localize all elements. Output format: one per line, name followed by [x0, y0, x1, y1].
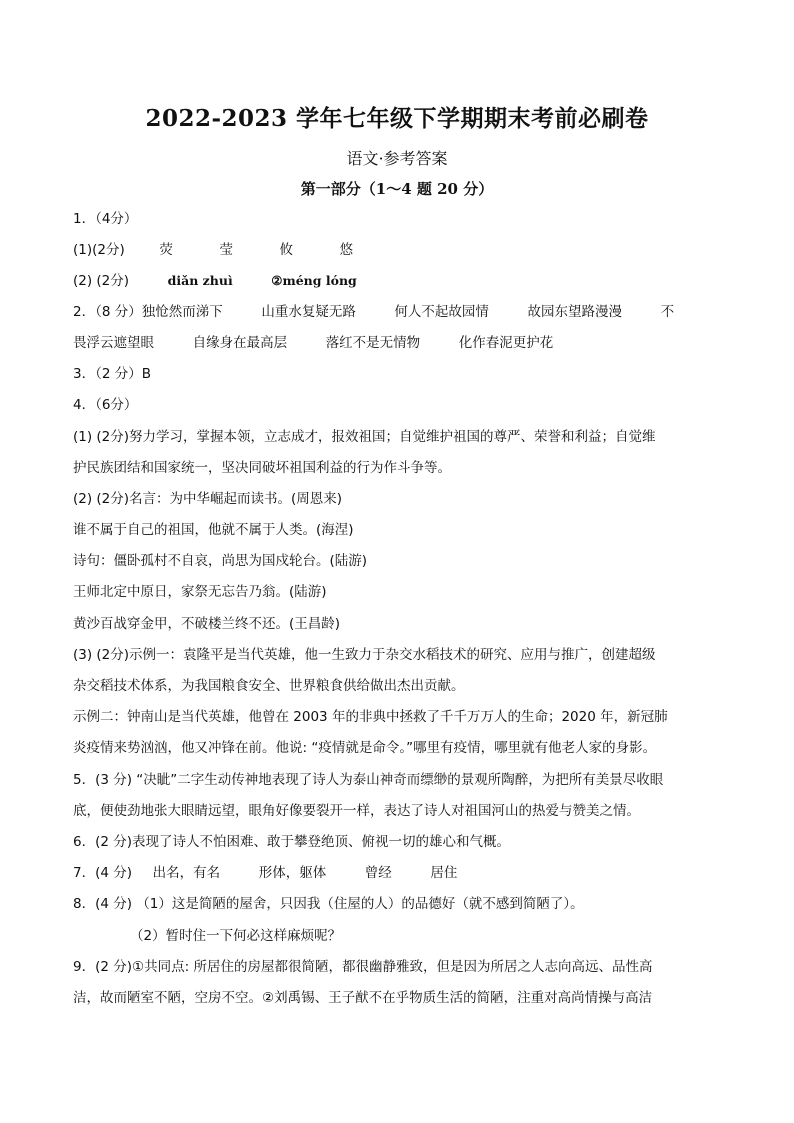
q8-line1: 8．(4 分) （1）这是简陋的屋舍，只因我（住屋的人）的品德好（就不感到简陋了）。	[73, 896, 584, 912]
q2-answer-5: 不	[660, 304, 675, 320]
q1-part2-label: (2) (2分)	[73, 273, 130, 289]
q1-part2	[73, 271, 733, 291]
q2-answer-9: 化作春泥更护花	[458, 335, 554, 351]
q1-answer-3: 攸	[279, 242, 294, 258]
q1-answer-2: 莹	[219, 242, 233, 258]
q2-line1	[73, 302, 733, 322]
q4-part3-line2: 杂交稻技术体系，为我国粮食安全、世界粮食供给做出杰出贡献。	[73, 678, 465, 694]
q3-head: 3．（2 分）	[73, 366, 142, 382]
q7-answer-3: 曾经	[364, 865, 392, 881]
q1-answer-4: 悠	[339, 242, 354, 258]
q5-line1: 5．(3 分) “决眦”二字生动传神地表现了诗人为泰山神奇而缥缈的景观所陶醉，为把所有美景尽收眼	[73, 772, 664, 788]
q4-part2-line4: 王师北定中原日，家祭无忘告乃翁。(陆游)	[73, 584, 327, 600]
q4-part2-line5: 黄沙百战穿金甲，不破楼兰终不还。(王昌龄)	[73, 616, 341, 632]
q2-answer-1: 独怆然而涕下	[141, 304, 223, 320]
document-title: 2022-2023 学年七年级下学期期末考前必刷卷	[145, 105, 649, 132]
section-heading: 第一部分（1～4 题 20 分）	[300, 180, 494, 198]
q4-part2-line3: 诗句：僵卧孤村不自哀，尚思为国戍轮台。(陆游)	[73, 553, 368, 569]
q1-heading	[73, 209, 733, 229]
q5-line2: 底，便使劲地张大眼睛远望，眼角好像要裂开一样，表达了诗人对祖国河山的热爱与赞美之情。	[73, 803, 640, 819]
q7-answer-1: 出名，有名	[152, 865, 221, 881]
q4-part3-line4: 炎疫情来势汹汹，他又冲锋在前。他说: “疫情就是命令。”哪里有疫情，哪里就有他老人家的身影。	[73, 740, 657, 756]
q1-part1-label: (1)(2分)	[73, 242, 125, 258]
q1-pinyin-b: ②méng lóng	[271, 273, 357, 288]
q4-part1-line1: (1) (2分)努力学习，掌握本领，立志成才，报效祖国；自觉维护祖国的尊严、荣誉和利益；自觉维	[73, 429, 656, 445]
q9-line1: 9．(2 分)①共同点: 所居住的房屋都很简陋，都很幽静雅致，但是因为所居之人志向高远、品性高	[73, 959, 653, 975]
q4-part2-line2: 谁不属于自己的祖国，他就不属于人类。(海涅)	[73, 522, 354, 538]
q2-answer-7: 自缘身在最高层	[192, 335, 288, 351]
q4-part1-line2: 护民族团结和国家统一，坚决同破坏祖国利益的行为作斗争等。	[73, 460, 451, 476]
q3-answer: B	[141, 366, 151, 382]
q2-head: 2．（8 分）	[73, 304, 142, 320]
q1-pinyin-a: diǎn zhuì	[167, 273, 233, 288]
q1-head: 1．（4分）	[73, 211, 138, 227]
q3-line	[73, 364, 733, 384]
q4-part2-line1: (2) (2分)名言：为中华崛起而读书。(周恩来)	[73, 491, 343, 507]
q7-answer-2: 形体，躯体	[258, 865, 327, 881]
q1-part1	[73, 240, 733, 260]
q4-part3-line1: (3) (2分)示例一：袁隆平是当代英雄，他一生致力于杂交水稻技术的研究、应用与推广，创建超级	[73, 647, 656, 663]
q8-line2: （2）暂时住一下何必这样麻烦呢？	[130, 928, 342, 944]
q6-line: 6．(2 分)表现了诗人不怕困难、敢于攀登绝顶、俯视一切的雄心和气概。	[73, 834, 511, 850]
q1-answer-1: 荧	[159, 242, 173, 258]
q7-line	[73, 863, 733, 883]
q2-answer-8: 落红不是无情物	[325, 335, 421, 351]
q2-answer-2: 山重水复疑无路	[261, 304, 356, 320]
q7-answer-4: 居住	[430, 865, 458, 881]
q2-line2	[73, 333, 733, 353]
q2-answer-4: 故园东望路漫漫	[527, 304, 623, 320]
document-subtitle: 语文·参考答案	[346, 149, 448, 168]
q4-heading: 4．（6分）	[73, 397, 138, 413]
q7-head: 7．(4 分)	[73, 865, 133, 881]
q4-part3-line3: 示例二：钟南山是当代英雄，他曾在 2003 年的非典中拯救了千千万万人的生命；2020 年，新冠肺	[73, 709, 668, 725]
q2-answer-6: 畏浮云遮望眼	[73, 335, 154, 351]
q2-answer-3: 何人不起故园情	[394, 304, 489, 320]
q9-line2: 洁，故而陋室不陋，空房不空。②刘禹锡、王子猷不在乎物质生活的简陋，注重对高尚情操与高洁	[73, 990, 653, 1006]
